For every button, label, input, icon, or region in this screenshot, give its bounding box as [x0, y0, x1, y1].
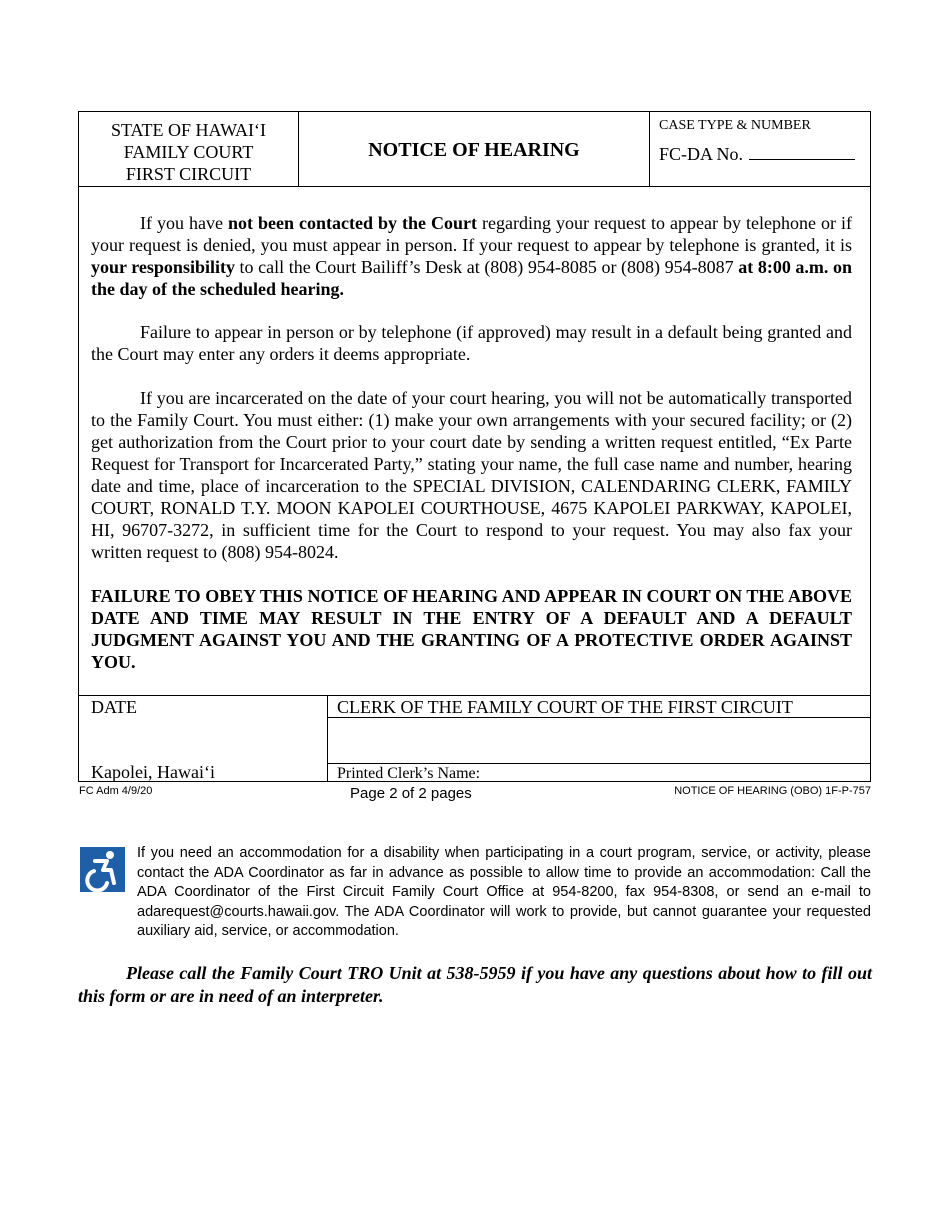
tro-unit-notice: Please call the Family Court TRO Unit at 538-5959 if you have any questions about how to fill out this form or are in need of an interpreter.: [78, 963, 872, 1006]
case-number-blank[interactable]: [749, 143, 855, 160]
date-cell: [79, 696, 328, 781]
court-line-circuit: FIRST CIRCUIT: [125, 164, 252, 184]
case-type-label: CASE TYPE & NUMBER: [659, 118, 811, 133]
warning-paragraph: FAILURE TO OBEY THIS NOTICE OF HEARING AND APPEAR IN COURT ON THE ABOVE DATE AND TIME MAY RESULT IN THE ENTRY OF A DEFAULT AND A DEFAULT JUDGMENT AGAINST YOU AND THE GRANTING OF A PROTECTIVE ORDER AGAINST YOU.: [91, 586, 852, 672]
failure-paragraph: Failure to appear in person or by telephone (if approved) may result in a default being granted and the Court may enter any orders it deems appropriate.: [91, 322, 852, 364]
clerk-signature-field[interactable]: [328, 717, 870, 764]
form-title: NOTICE OF HEARING: [299, 112, 650, 186]
printed-clerk-name-label: Printed Clerk’s Name:: [337, 765, 481, 782]
case-number-block: [650, 112, 870, 186]
clerk-cell: [328, 696, 870, 781]
accessibility-icon: [80, 847, 125, 892]
ada-notice: If you need an accommodation for a disability when participating in a court program, service, or activity, please contact the ADA Coordinator as far in advance as possible to allow time to provide an accommodation: Call the ADA Coordinator of the First Circuit Family Court Office at 954-8200, fax 954-8308, or send an e-mail to adarequest@courts.hawaii.gov. The ADA Coordinator will work to provide, but cannot guarantee your requested auxiliary aid, service, or accommodation.: [137, 845, 871, 939]
clerk-label: CLERK OF THE FAMILY COURT OF THE FIRST CIRCUIT: [337, 697, 793, 717]
notice-body: [78, 186, 871, 696]
court-line-state: STATE OF HAWAI‘I: [110, 120, 267, 140]
case-number-prefix: FC-DA No.: [659, 144, 744, 164]
date-label: DATE: [91, 697, 137, 717]
form-code: NOTICE OF HEARING (OBO) 1F-P-757: [674, 785, 871, 797]
incarceration-paragraph: If you are incarcerated on the date of your court hearing, you will not be automatically transported to the Family Court. You must either: (1) make your own arrangements with your secured facility; or (2) get authorization from the Court prior to your court date by sending a written request entitled, “Ex Parte Request for Transport for Incarcerated Party,” stating your name, the full case name and number, hearing date and time, place of incarceration to the SPECIAL DIVISION, CALENDARING CLERK, FAMILY COURT, RONALD T.Y. MOON KAPOLEI COURTHOUSE, 4675 KAPOLEI PARKWAY, KAPOLEI, HI, 96707-3272, in sufficient time for the Court to respond to your request. You may also fax your written request to (808) 954-8024.: [91, 388, 852, 562]
case-number-field[interactable]: [659, 143, 855, 165]
court-name-block: [79, 112, 299, 186]
form-revision: FC Adm 4/9/20: [79, 785, 153, 797]
page-number: Page 2 of 2 pages: [350, 785, 472, 802]
form-header: [78, 111, 871, 187]
location-label: Kapolei, Hawai‘i: [91, 762, 215, 782]
signature-block: [78, 695, 871, 782]
court-line-family-court: FAMILY COURT: [123, 142, 254, 162]
telephone-paragraph: If you have not been contacted by the Court regarding your request to appear by telephone or if your request is denied, you must appear in person. If your request to appear by telephone is granted, it is your responsibility to call the Court Bailiff’s Desk at (808) 954-8085 or (808) 954-8087 at 8:00 a.m. on the day of the scheduled hearing.: [91, 213, 853, 299]
